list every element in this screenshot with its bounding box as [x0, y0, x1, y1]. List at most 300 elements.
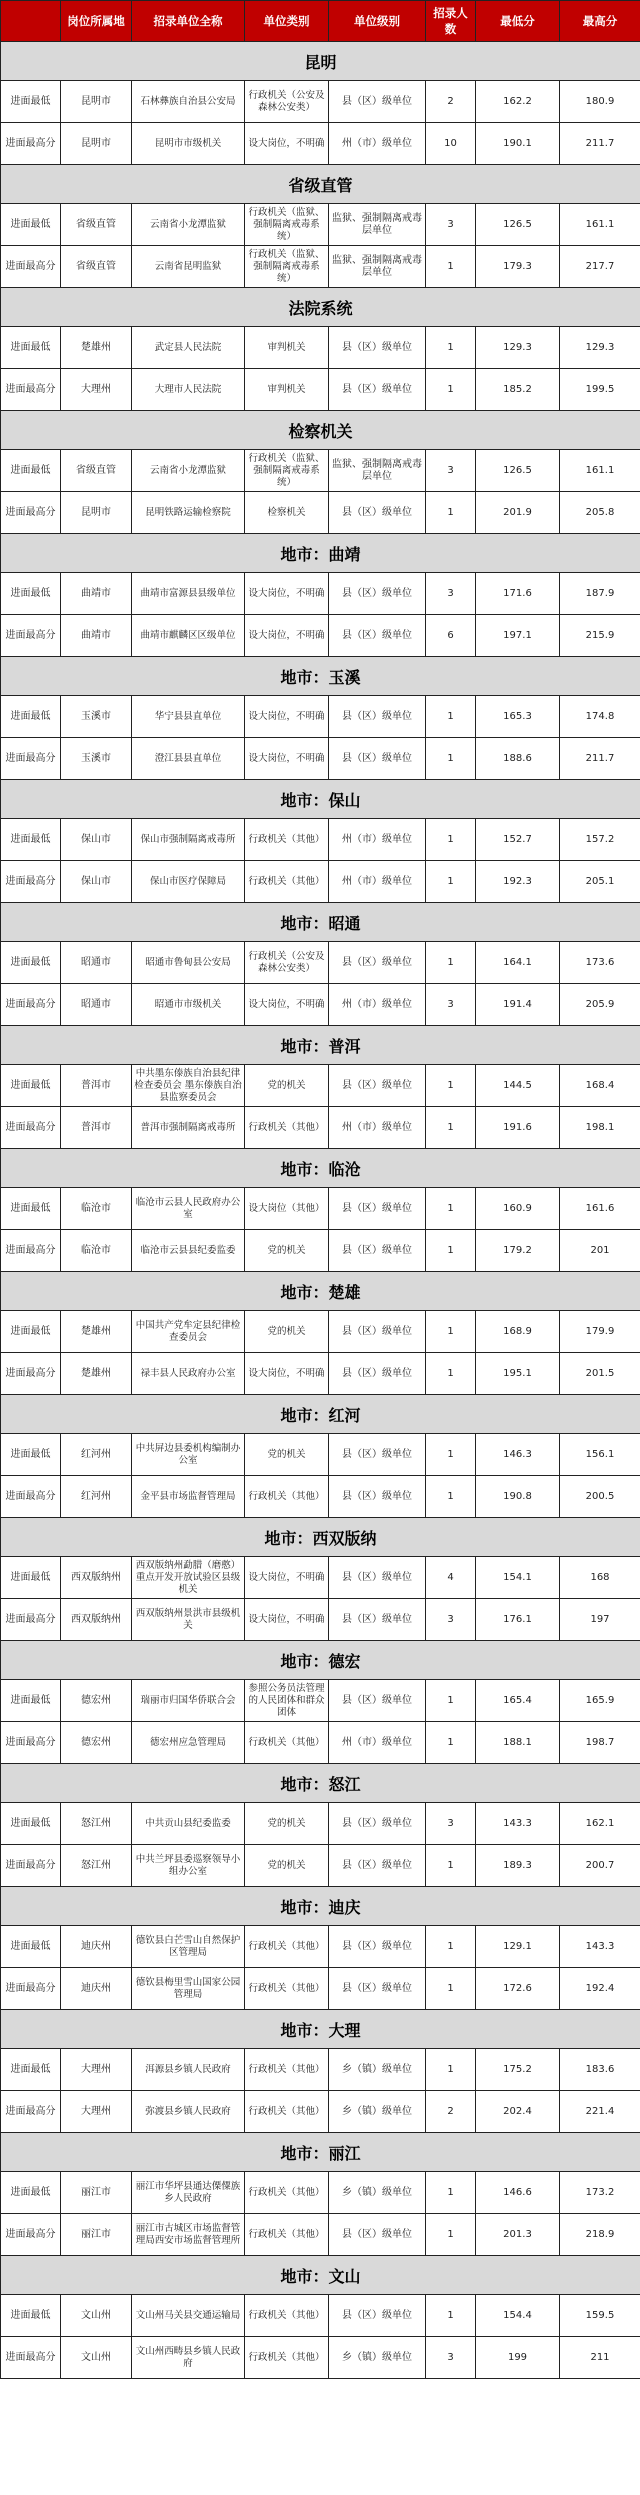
region-cell: 楚雄州 — [61, 1311, 132, 1353]
table-row — [1, 1680, 640, 1722]
region-cell: 丽江市 — [61, 2172, 132, 2214]
min-score-cell: 190.1 — [476, 123, 560, 165]
unit-level-cell: 县（区）级单位 — [329, 738, 426, 780]
unit-name-cell: 中共屏边县委机构编制办公室 — [132, 1434, 245, 1476]
row-label: 进面最高分 — [1, 1845, 61, 1887]
table-row — [1, 450, 640, 492]
section-header-row — [1, 288, 640, 327]
min-score-cell: 189.3 — [476, 1845, 560, 1887]
unit-name-cell: 中共兰坪县委巡察领导小组办公室 — [132, 1845, 245, 1887]
unit-type-cell: 行政机关（其他） — [245, 2295, 329, 2337]
table-row — [1, 369, 640, 411]
unit-level-cell: 州（市）级单位 — [329, 984, 426, 1026]
min-score-cell: 162.2 — [476, 81, 560, 123]
unit-level-cell: 县（区）级单位 — [329, 573, 426, 615]
region-cell: 曲靖市 — [61, 573, 132, 615]
section-header-row — [1, 2010, 640, 2049]
min-score-cell: 129.1 — [476, 1926, 560, 1968]
unit-name-cell: 昆明市市级机关 — [132, 123, 245, 165]
max-score-cell: 201 — [560, 1230, 640, 1272]
unit-level-cell: 县（区）级单位 — [329, 942, 426, 984]
region-cell: 文山州 — [61, 2295, 132, 2337]
headcount-cell: 1 — [426, 2295, 476, 2337]
row-label: 进面最低 — [1, 696, 61, 738]
max-score-cell: 143.3 — [560, 1926, 640, 1968]
unit-name-cell: 西双版纳州景洪市县级机关 — [132, 1599, 245, 1641]
row-label: 进面最低 — [1, 450, 61, 492]
table-row — [1, 1845, 640, 1887]
min-score-cell: 195.1 — [476, 1353, 560, 1395]
unit-type-cell: 设大岗位（其他） — [245, 1188, 329, 1230]
unit-name-cell: 德钦县梅里雪山国家公园管理局 — [132, 1968, 245, 2010]
unit-level-cell: 监狱、强制隔离戒毒层单位 — [329, 204, 426, 246]
unit-level-cell: 县（区）级单位 — [329, 1065, 426, 1107]
headcount-cell: 1 — [426, 327, 476, 369]
unit-type-cell: 行政机关（监狱、强制隔离戒毒系统） — [245, 246, 329, 288]
table-row — [1, 246, 640, 288]
min-score-cell: 188.6 — [476, 738, 560, 780]
unit-level-cell: 州（市）级单位 — [329, 819, 426, 861]
section-header-row — [1, 1026, 640, 1065]
max-score-cell: 174.8 — [560, 696, 640, 738]
row-label: 进面最高分 — [1, 492, 61, 534]
row-label: 进面最低 — [1, 81, 61, 123]
headcount-cell: 1 — [426, 1353, 476, 1395]
row-label: 进面最低 — [1, 1680, 61, 1722]
unit-name-cell: 曲靖市富源县县级单位 — [132, 573, 245, 615]
unit-name-cell: 德钦县白芒雪山自然保护区管理局 — [132, 1926, 245, 1968]
row-label: 进面最高分 — [1, 1722, 61, 1764]
header-region: 岗位所属地 — [61, 1, 132, 42]
table-row — [1, 1434, 640, 1476]
unit-type-cell: 行政机关（公安及森林公安类） — [245, 942, 329, 984]
unit-name-cell: 德宏州应急管理局 — [132, 1722, 245, 1764]
section-title: 法院系统 — [1, 288, 640, 327]
table-row — [1, 2049, 640, 2091]
max-score-cell: 198.1 — [560, 1107, 640, 1149]
header-unit-name: 招录单位全称 — [132, 1, 245, 42]
header-unit-type: 单位类别 — [245, 1, 329, 42]
unit-level-cell: 县（区）级单位 — [329, 327, 426, 369]
max-score-cell: 211.7 — [560, 738, 640, 780]
table-row — [1, 204, 640, 246]
table-row — [1, 738, 640, 780]
row-label: 进面最高分 — [1, 1476, 61, 1518]
section-header-row — [1, 657, 640, 696]
unit-type-cell: 设大岗位，不明确 — [245, 984, 329, 1026]
headcount-cell: 1 — [426, 1722, 476, 1764]
unit-type-cell: 审判机关 — [245, 369, 329, 411]
section-title: 检察机关 — [1, 411, 640, 450]
unit-level-cell: 县（区）级单位 — [329, 1353, 426, 1395]
max-score-cell: 205.8 — [560, 492, 640, 534]
section-header-row — [1, 165, 640, 204]
headcount-cell: 1 — [426, 738, 476, 780]
unit-name-cell: 中共墨东傣族自治县纪律检查委员会 墨东傣族自治县监察委员会 — [132, 1065, 245, 1107]
unit-level-cell: 县（区）级单位 — [329, 369, 426, 411]
min-score-cell: 201.9 — [476, 492, 560, 534]
region-cell: 丽江市 — [61, 2214, 132, 2256]
unit-level-cell: 监狱、强制隔离戒毒层单位 — [329, 450, 426, 492]
unit-type-cell: 行政机关（监狱、强制隔离戒毒系统） — [245, 204, 329, 246]
headcount-cell: 1 — [426, 1680, 476, 1722]
max-score-cell: 218.9 — [560, 2214, 640, 2256]
max-score-cell: 199.5 — [560, 369, 640, 411]
row-label: 进面最低 — [1, 204, 61, 246]
region-cell: 楚雄州 — [61, 327, 132, 369]
row-label: 进面最低 — [1, 1188, 61, 1230]
unit-name-cell: 保山市强制隔离戒毒所 — [132, 819, 245, 861]
section-header-row — [1, 1395, 640, 1434]
unit-level-cell: 县（区）级单位 — [329, 1845, 426, 1887]
unit-name-cell: 大理市人民法院 — [132, 369, 245, 411]
min-score-cell: 152.7 — [476, 819, 560, 861]
region-cell: 西双版纳州 — [61, 1557, 132, 1599]
section-title: 地市：昭通 — [1, 903, 640, 942]
headcount-cell: 1 — [426, 696, 476, 738]
min-score-cell: 191.4 — [476, 984, 560, 1026]
section-header-row — [1, 42, 640, 81]
region-cell: 昭通市 — [61, 942, 132, 984]
table-row — [1, 1065, 640, 1107]
table-row — [1, 1353, 640, 1395]
unit-type-cell: 党的机关 — [245, 1434, 329, 1476]
min-score-cell: 146.6 — [476, 2172, 560, 2214]
region-cell: 普洱市 — [61, 1065, 132, 1107]
region-cell: 德宏州 — [61, 1680, 132, 1722]
unit-type-cell: 行政机关（其他） — [245, 1107, 329, 1149]
min-score-cell: 188.1 — [476, 1722, 560, 1764]
unit-type-cell: 设大岗位，不明确 — [245, 123, 329, 165]
row-label: 进面最高分 — [1, 2337, 61, 2379]
unit-name-cell: 文山州马关县交通运输局 — [132, 2295, 245, 2337]
region-cell: 曲靖市 — [61, 615, 132, 657]
max-score-cell: 161.1 — [560, 204, 640, 246]
row-label: 进面最低 — [1, 1311, 61, 1353]
section-header-row — [1, 411, 640, 450]
section-title: 地市：德宏 — [1, 1641, 640, 1680]
min-score-cell: 185.2 — [476, 369, 560, 411]
unit-name-cell: 文山州西畴县乡镇人民政府 — [132, 2337, 245, 2379]
table-row — [1, 492, 640, 534]
unit-type-cell: 行政机关（其他） — [245, 2049, 329, 2091]
max-score-cell: 173.2 — [560, 2172, 640, 2214]
region-cell: 临沧市 — [61, 1230, 132, 1272]
row-label: 进面最低 — [1, 1926, 61, 1968]
headcount-cell: 6 — [426, 615, 476, 657]
table-row — [1, 615, 640, 657]
unit-level-cell: 县（区）级单位 — [329, 1230, 426, 1272]
headcount-cell: 1 — [426, 2049, 476, 2091]
min-score-cell: 160.9 — [476, 1188, 560, 1230]
min-score-cell: 201.3 — [476, 2214, 560, 2256]
unit-type-cell: 设大岗位，不明确 — [245, 1599, 329, 1641]
unit-name-cell: 临沧市云县县纪委监委 — [132, 1230, 245, 1272]
section-header-row — [1, 1518, 640, 1557]
section-header-row — [1, 2256, 640, 2295]
max-score-cell: 200.7 — [560, 1845, 640, 1887]
section-title: 省级直管 — [1, 165, 640, 204]
header-row — [1, 1, 640, 42]
headcount-cell: 2 — [426, 2091, 476, 2133]
min-score-cell: 164.1 — [476, 942, 560, 984]
row-label: 进面最高分 — [1, 369, 61, 411]
region-cell: 玉溪市 — [61, 738, 132, 780]
region-cell: 大理州 — [61, 369, 132, 411]
region-cell: 普洱市 — [61, 1107, 132, 1149]
unit-name-cell: 昭通市鲁甸县公安局 — [132, 942, 245, 984]
min-score-cell: 154.4 — [476, 2295, 560, 2337]
min-score-cell: 143.3 — [476, 1803, 560, 1845]
section-header-row — [1, 903, 640, 942]
unit-name-cell: 洱源县乡镇人民政府 — [132, 2049, 245, 2091]
section-title: 地市：保山 — [1, 780, 640, 819]
row-label: 进面最低 — [1, 2049, 61, 2091]
unit-type-cell: 行政机关（公安及森林公安类） — [245, 81, 329, 123]
header-unit-level: 单位级别 — [329, 1, 426, 42]
max-score-cell: 215.9 — [560, 615, 640, 657]
min-score-cell: 154.1 — [476, 1557, 560, 1599]
headcount-cell: 1 — [426, 819, 476, 861]
unit-type-cell: 设大岗位，不明确 — [245, 615, 329, 657]
min-score-cell: 172.6 — [476, 1968, 560, 2010]
region-cell: 昆明市 — [61, 123, 132, 165]
unit-level-cell: 县（区）级单位 — [329, 1476, 426, 1518]
table-row — [1, 2337, 640, 2379]
unit-name-cell: 云南省昆明监狱 — [132, 246, 245, 288]
unit-level-cell: 县（区）级单位 — [329, 696, 426, 738]
table-row — [1, 1230, 640, 1272]
row-label: 进面最低 — [1, 1065, 61, 1107]
unit-type-cell: 行政机关（其他） — [245, 2337, 329, 2379]
region-cell: 文山州 — [61, 2337, 132, 2379]
headcount-cell: 1 — [426, 1476, 476, 1518]
row-label: 进面最低 — [1, 1434, 61, 1476]
headcount-cell: 1 — [426, 1311, 476, 1353]
table-row — [1, 327, 640, 369]
max-score-cell: 211 — [560, 2337, 640, 2379]
headcount-cell: 3 — [426, 450, 476, 492]
headcount-cell: 1 — [426, 1434, 476, 1476]
unit-type-cell: 行政机关（其他） — [245, 819, 329, 861]
headcount-cell: 3 — [426, 204, 476, 246]
table-row — [1, 81, 640, 123]
unit-name-cell: 云南省小龙潭监狱 — [132, 204, 245, 246]
unit-level-cell: 县（区）级单位 — [329, 1680, 426, 1722]
headcount-cell: 3 — [426, 1599, 476, 1641]
table-row — [1, 1311, 640, 1353]
unit-level-cell: 县（区）级单位 — [329, 1557, 426, 1599]
max-score-cell: 180.9 — [560, 81, 640, 123]
unit-level-cell: 监狱、强制隔离戒毒层单位 — [329, 246, 426, 288]
headcount-cell: 1 — [426, 1845, 476, 1887]
section-header-row — [1, 2133, 640, 2172]
max-score-cell: 179.9 — [560, 1311, 640, 1353]
region-cell: 德宏州 — [61, 1722, 132, 1764]
max-score-cell: 221.4 — [560, 2091, 640, 2133]
headcount-cell: 1 — [426, 861, 476, 903]
region-cell: 保山市 — [61, 819, 132, 861]
headcount-cell: 3 — [426, 1803, 476, 1845]
table-row — [1, 2091, 640, 2133]
headcount-cell: 1 — [426, 2214, 476, 2256]
max-score-cell: 205.1 — [560, 861, 640, 903]
headcount-cell: 1 — [426, 1968, 476, 2010]
row-label: 进面最高分 — [1, 1968, 61, 2010]
unit-name-cell: 临沧市云县人民政府办公室 — [132, 1188, 245, 1230]
min-score-cell: 197.1 — [476, 615, 560, 657]
headcount-cell: 1 — [426, 1107, 476, 1149]
row-label: 进面最低 — [1, 2295, 61, 2337]
unit-type-cell: 行政机关（其他） — [245, 2214, 329, 2256]
unit-name-cell: 瑞丽市归国华侨联合会 — [132, 1680, 245, 1722]
max-score-cell: 159.5 — [560, 2295, 640, 2337]
section-title: 地市：曲靖 — [1, 534, 640, 573]
unit-level-cell: 县（区）级单位 — [329, 1599, 426, 1641]
region-cell: 红河州 — [61, 1476, 132, 1518]
min-score-cell: 179.2 — [476, 1230, 560, 1272]
headcount-cell: 3 — [426, 984, 476, 1026]
section-header-row — [1, 1764, 640, 1803]
min-score-cell: 176.1 — [476, 1599, 560, 1641]
unit-level-cell: 县（区）级单位 — [329, 615, 426, 657]
max-score-cell: 201.5 — [560, 1353, 640, 1395]
unit-name-cell: 华宁县县直单位 — [132, 696, 245, 738]
table-row — [1, 861, 640, 903]
max-score-cell: 205.9 — [560, 984, 640, 1026]
table-row — [1, 1557, 640, 1599]
table-row — [1, 696, 640, 738]
section-title: 地市：玉溪 — [1, 657, 640, 696]
unit-name-cell: 曲靖市麒麟区区级单位 — [132, 615, 245, 657]
section-title: 地市：迪庆 — [1, 1887, 640, 1926]
unit-level-cell: 县（区）级单位 — [329, 1188, 426, 1230]
unit-level-cell: 州（市）级单位 — [329, 123, 426, 165]
max-score-cell: 156.1 — [560, 1434, 640, 1476]
table-row — [1, 1722, 640, 1764]
unit-name-cell: 昭通市市级机关 — [132, 984, 245, 1026]
unit-name-cell: 保山市医疗保障局 — [132, 861, 245, 903]
min-score-cell: 165.4 — [476, 1680, 560, 1722]
section-title: 地市：丽江 — [1, 2133, 640, 2172]
headcount-cell: 4 — [426, 1557, 476, 1599]
header-headcount: 招录人数 — [426, 1, 476, 42]
unit-type-cell: 行政机关（其他） — [245, 1476, 329, 1518]
unit-name-cell: 澄江县县直单位 — [132, 738, 245, 780]
region-cell: 迪庆州 — [61, 1926, 132, 1968]
min-score-cell: 144.5 — [476, 1065, 560, 1107]
unit-name-cell: 昆明铁路运输检察院 — [132, 492, 245, 534]
unit-level-cell: 乡（镇）级单位 — [329, 2049, 426, 2091]
row-label: 进面最低 — [1, 1803, 61, 1845]
unit-type-cell: 党的机关 — [245, 1311, 329, 1353]
section-header-row — [1, 1272, 640, 1311]
section-title: 地市：楚雄 — [1, 1272, 640, 1311]
unit-type-cell: 行政机关（其他） — [245, 1926, 329, 1968]
region-cell: 大理州 — [61, 2091, 132, 2133]
unit-type-cell: 设大岗位，不明确 — [245, 696, 329, 738]
unit-name-cell: 云南省小龙潭监狱 — [132, 450, 245, 492]
table-row — [1, 2172, 640, 2214]
row-label: 进面最高分 — [1, 1230, 61, 1272]
region-cell: 红河州 — [61, 1434, 132, 1476]
max-score-cell: 197 — [560, 1599, 640, 1641]
unit-name-cell: 丽江市华坪县通达傈僳族乡人民政府 — [132, 2172, 245, 2214]
section-title: 地市：怒江 — [1, 1764, 640, 1803]
unit-name-cell: 禄丰县人民政府办公室 — [132, 1353, 245, 1395]
table-row — [1, 1476, 640, 1518]
row-label: 进面最高分 — [1, 2214, 61, 2256]
unit-level-cell: 县（区）级单位 — [329, 492, 426, 534]
min-score-cell: 191.6 — [476, 1107, 560, 1149]
max-score-cell: 200.5 — [560, 1476, 640, 1518]
max-score-cell: 183.6 — [560, 2049, 640, 2091]
unit-level-cell: 县（区）级单位 — [329, 1311, 426, 1353]
headcount-cell: 1 — [426, 1926, 476, 1968]
unit-name-cell: 普洱市强制隔离戒毒所 — [132, 1107, 245, 1149]
row-label: 进面最低 — [1, 573, 61, 615]
unit-level-cell: 乡（镇）级单位 — [329, 2337, 426, 2379]
unit-type-cell: 设大岗位，不明确 — [245, 1353, 329, 1395]
section-title: 地市：西双版纳 — [1, 1518, 640, 1557]
table-row — [1, 2295, 640, 2337]
table-row — [1, 1107, 640, 1149]
max-score-cell: 217.7 — [560, 246, 640, 288]
section-title: 地市：普洱 — [1, 1026, 640, 1065]
row-label: 进面最高分 — [1, 1599, 61, 1641]
unit-type-cell: 设大岗位，不明确 — [245, 573, 329, 615]
row-label: 进面最低 — [1, 1557, 61, 1599]
region-cell: 玉溪市 — [61, 696, 132, 738]
section-header-row — [1, 534, 640, 573]
max-score-cell: 168.4 — [560, 1065, 640, 1107]
unit-type-cell: 设大岗位，不明确 — [245, 1557, 329, 1599]
unit-type-cell: 检察机关 — [245, 492, 329, 534]
region-cell: 省级直管 — [61, 204, 132, 246]
table-row — [1, 1599, 640, 1641]
unit-type-cell: 党的机关 — [245, 1230, 329, 1272]
table-body — [1, 42, 640, 2379]
max-score-cell: 162.1 — [560, 1803, 640, 1845]
row-label: 进面最高分 — [1, 1353, 61, 1395]
row-label: 进面最高分 — [1, 738, 61, 780]
table-row — [1, 819, 640, 861]
headcount-cell: 1 — [426, 942, 476, 984]
region-cell: 怒江州 — [61, 1845, 132, 1887]
headcount-cell: 2 — [426, 81, 476, 123]
section-header-row — [1, 1149, 640, 1188]
region-cell: 大理州 — [61, 2049, 132, 2091]
region-cell: 昆明市 — [61, 81, 132, 123]
unit-type-cell: 设大岗位，不明确 — [245, 738, 329, 780]
region-cell: 迪庆州 — [61, 1968, 132, 2010]
section-title: 地市：文山 — [1, 2256, 640, 2295]
row-label: 进面最高分 — [1, 2091, 61, 2133]
headcount-cell: 1 — [426, 369, 476, 411]
region-cell: 怒江州 — [61, 1803, 132, 1845]
max-score-cell: 173.6 — [560, 942, 640, 984]
unit-type-cell: 审判机关 — [245, 327, 329, 369]
section-header-row — [1, 780, 640, 819]
min-score-cell: 190.8 — [476, 1476, 560, 1518]
max-score-cell: 187.9 — [560, 573, 640, 615]
table-row — [1, 2214, 640, 2256]
unit-type-cell: 行政机关（监狱、强制隔离戒毒系统） — [245, 450, 329, 492]
header-blank — [1, 1, 61, 42]
min-score-cell: 146.3 — [476, 1434, 560, 1476]
section-title: 昆明 — [1, 42, 640, 81]
min-score-cell: 175.2 — [476, 2049, 560, 2091]
